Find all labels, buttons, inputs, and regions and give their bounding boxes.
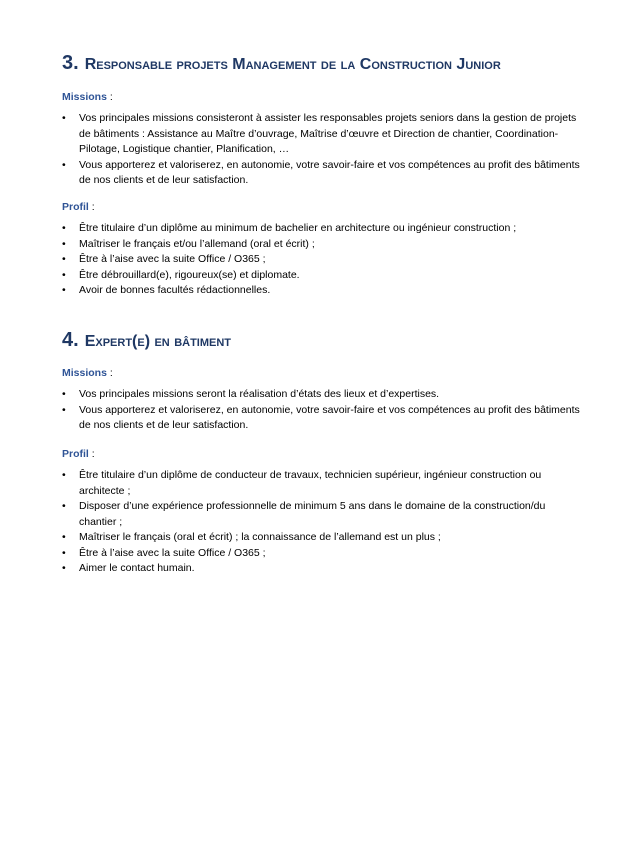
missions-separator: : [106, 367, 113, 379]
bullet-icon: • [62, 112, 66, 124]
list-item-text: Avoir de bonnes facultés rédactionnelles. [79, 284, 271, 296]
profil-heading [62, 447, 95, 461]
bullet-icon: • [62, 531, 66, 543]
list-item-text: Vous apporterez et valoriserez, en autonomie, votre savoir-faire et vos compétences au profit des bâtiments de nos clients et de leur satisfaction. [79, 403, 580, 431]
missions-heading [62, 366, 113, 380]
bullet-icon: • [62, 469, 66, 481]
bullet-icon: • [62, 284, 66, 296]
section-title-text: Expert(e) en bâtiment [84, 333, 232, 350]
missions-separator: : [106, 91, 113, 103]
bullet-icon: • [62, 253, 66, 265]
list-item-text: Être titulaire d’un diplôme au minimum de bachelier en architecture ou ingénieur construction ; [79, 222, 517, 234]
list-item-text: Être titulaire d’un diplôme de conducteur de travaux, technicien supérieur, ingénieur construction ou architecte ; [79, 469, 542, 497]
profil-separator: : [88, 201, 95, 213]
bullet-icon: • [62, 562, 66, 574]
missions-label: Missions [62, 91, 107, 103]
profil-label: Profil [62, 448, 89, 460]
list-item [62, 387, 582, 403]
missions-label: Missions [62, 367, 107, 379]
bullet-icon: • [62, 388, 66, 400]
list-item [62, 283, 582, 299]
bullet-icon: • [62, 546, 66, 559]
profil-list [62, 468, 582, 577]
list-item [62, 252, 582, 268]
bullet-icon: • [62, 222, 66, 234]
list-item-text: Vos principales missions seront la réalisation d’états des lieux et d’expertises. [79, 388, 440, 400]
bullet-icon: • [62, 268, 66, 281]
list-item-text: Être débrouillard(e), rigoureux(se) et diplomate. [79, 268, 300, 281]
missions-list [62, 387, 582, 434]
list-item [62, 499, 582, 530]
list-item-text: Maîtriser le français et/ou l’allemand (oral et écrit) ; [79, 237, 315, 250]
list-item [62, 530, 582, 546]
list-item [62, 237, 582, 253]
list-item-text: Disposer d’une expérience professionnelle de minimum 5 ans dans le domaine de la construction/du chantier ; [79, 500, 546, 528]
list-item-text: Être à l’aise avec la suite Office / O365 ; [79, 546, 266, 559]
list-item-text: Être à l’aise avec la suite Office / O365 ; [79, 253, 266, 265]
list-item-text: Maîtriser le français (oral et écrit) ; la connaissance de l’allemand est un plus ; [79, 531, 441, 543]
list-item [62, 158, 582, 189]
list-item [62, 268, 582, 284]
bullet-icon: • [62, 500, 66, 512]
list-item [62, 403, 582, 434]
list-item [62, 546, 582, 562]
section-4-title [62, 330, 231, 352]
section-number: 4. [62, 329, 79, 351]
bullet-icon: • [62, 403, 66, 416]
bullet-icon: • [62, 237, 66, 250]
section-3-title [62, 53, 501, 75]
list-item [62, 468, 582, 499]
profil-separator: : [88, 448, 95, 460]
missions-list [62, 111, 582, 189]
profil-label: Profil [62, 201, 89, 213]
missions-heading [62, 90, 113, 104]
list-item-text: Vous apporterez et valoriserez, en autonomie, votre savoir-faire et vos compétences au profit des bâtiments de nos clients et de leur satisfaction. [79, 158, 580, 186]
section-number: 3. [62, 52, 79, 74]
bullet-icon: • [62, 158, 66, 171]
profil-heading [62, 200, 95, 214]
list-item [62, 221, 582, 237]
profil-list [62, 221, 582, 299]
list-item-text: Aimer le contact humain. [79, 562, 195, 574]
section-title-text: Responsable projets Management de la Construction Junior [84, 56, 501, 73]
list-item [62, 561, 582, 577]
list-item [62, 111, 582, 158]
list-item-text: Vos principales missions consisteront à assister les responsables projets seniors dans la gestion de projets de bâtiments : Assistance au Maître d’ouvrage, Maîtrise d’œuvre et Direction de chantier, Coordination-Pilotage, Logistique chantier, Planification, … [79, 112, 577, 155]
